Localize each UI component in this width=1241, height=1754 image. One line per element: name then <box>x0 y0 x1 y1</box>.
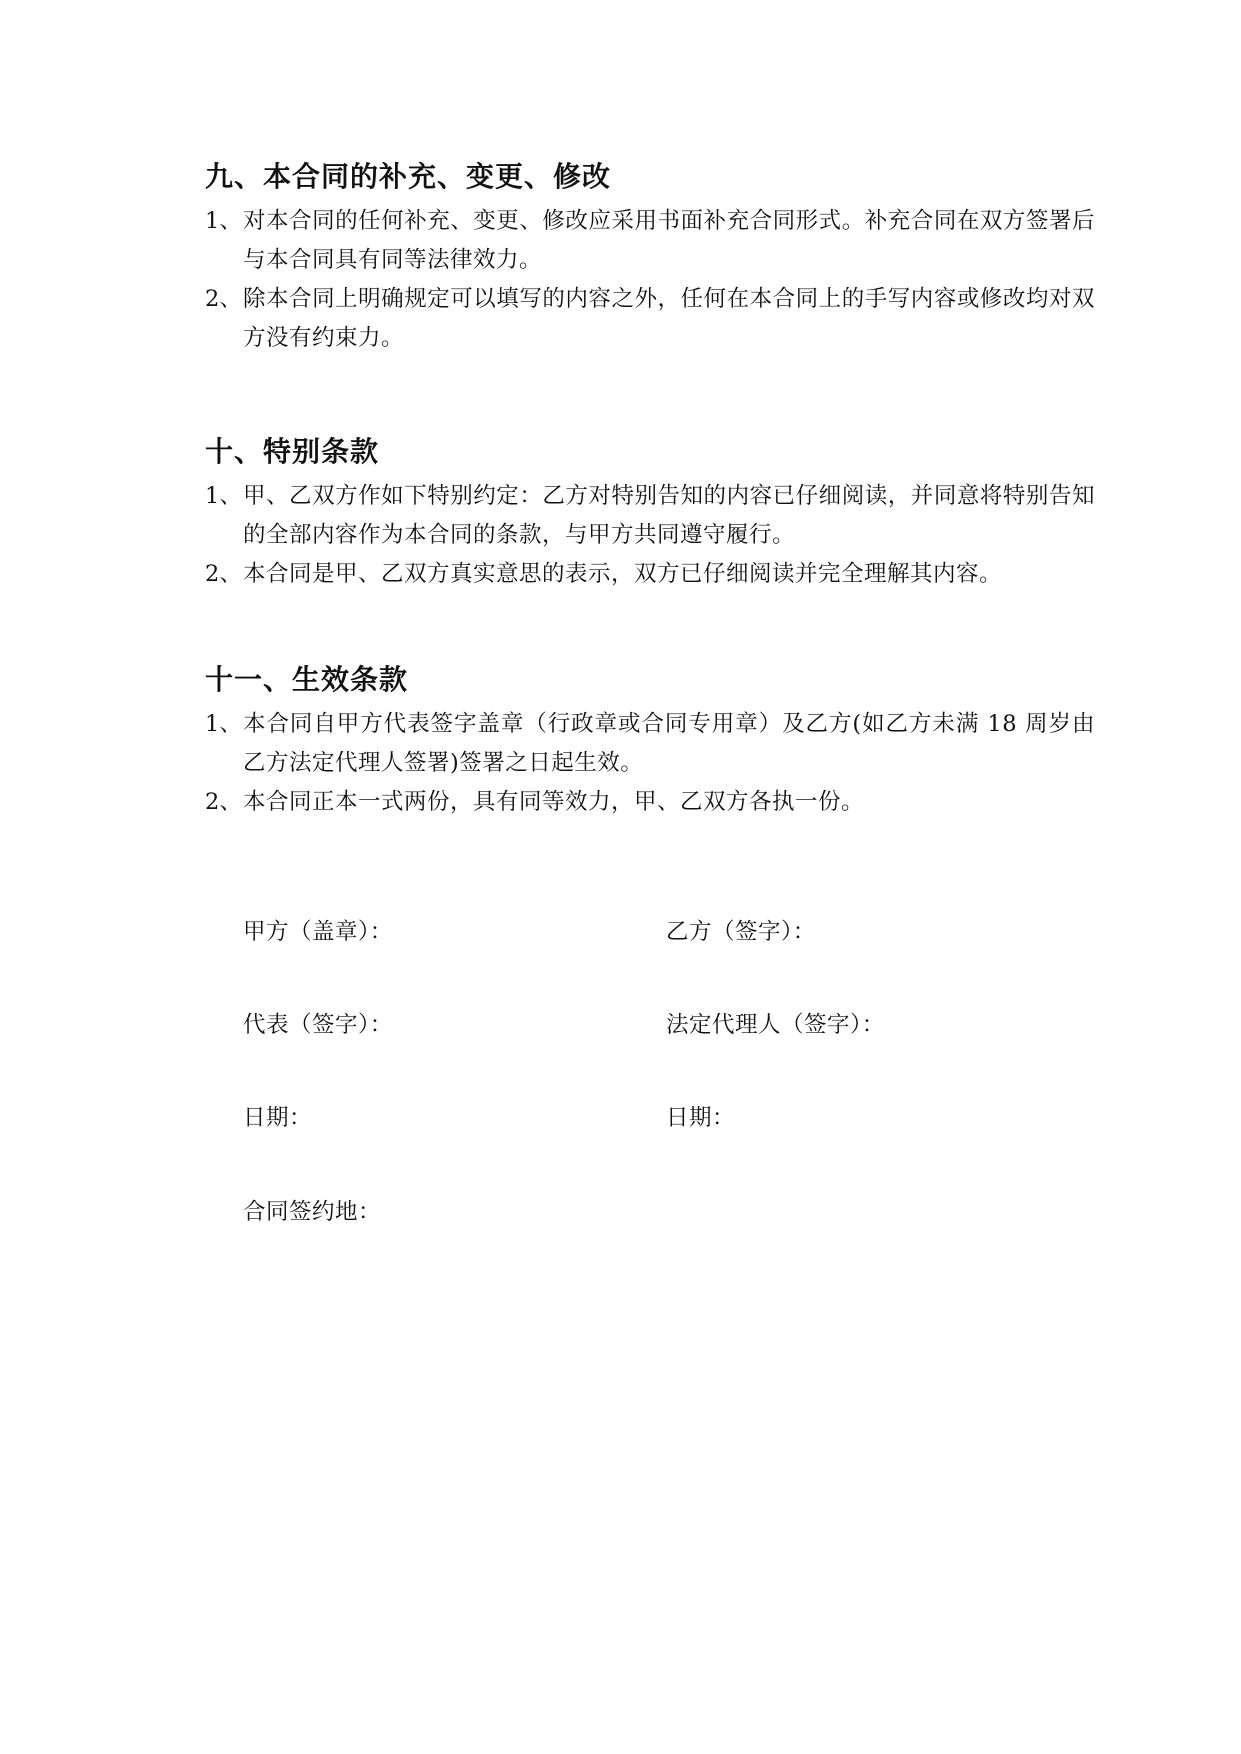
legal-agent-sign-label: 法定代理人（签字）： <box>666 1012 885 1038</box>
party-a-seal-label: 甲方（盖章）： <box>243 919 393 945</box>
party-a-date-label: 日期： <box>243 1105 313 1131</box>
section-heading: 十一、生效条款 <box>205 663 409 696</box>
clause-item <box>205 783 1095 822</box>
clause-text: 本合同正本一式两份，具有同等效力，甲、乙双方各执一份。 <box>243 789 865 815</box>
clause-text: 对本合同的任何补充、变更、修改应采用书面补充合同形式。补充合同在双方签署后与本合同具有同等法律效力。 <box>243 208 1095 273</box>
signing-place-label: 合同签约地： <box>243 1199 382 1225</box>
clause-item <box>205 477 1095 555</box>
section-special-terms <box>205 433 1095 594</box>
clause-item <box>205 280 1095 358</box>
section-supplement-amendment <box>205 158 1095 358</box>
clause-number: 2、 <box>205 561 242 587</box>
clause-text: 除本合同上明确规定可以填写的内容之外，任何在本合同上的手写内容或修改均对双方没有约束力。 <box>243 286 1095 351</box>
clause-number: 2、 <box>205 789 242 815</box>
party-b-date-label: 日期： <box>666 1105 736 1131</box>
section-effective-terms <box>205 661 1095 822</box>
section-heading: 九、本合同的补充、变更、修改 <box>205 160 612 193</box>
section-heading: 十、特别条款 <box>205 435 380 468</box>
clause-item <box>205 705 1095 783</box>
clause-number: 1、 <box>205 208 242 234</box>
clause-number: 2、 <box>205 286 242 312</box>
clause-text: 甲、乙双方作如下特别约定：乙方对特别告知的内容已仔细阅读，并同意将特别告知的全部内容作为本合同的条款，与甲方共同遵守履行。 <box>243 483 1095 548</box>
party-b-sign-label: 乙方（签字）： <box>666 919 816 945</box>
clause-item <box>205 202 1095 280</box>
clause-item <box>205 555 1095 594</box>
clause-number: 1、 <box>205 711 242 737</box>
clause-number: 1、 <box>205 483 242 509</box>
clause-text: 本合同自甲方代表签字盖章（行政章或合同专用章）及乙方(如乙方未满 18 周岁由乙方法定代理人签署)签署之日起生效。 <box>243 711 1095 776</box>
representative-sign-label: 代表（签字）： <box>243 1012 393 1038</box>
clause-text: 本合同是甲、乙双方真实意思的表示，双方已仔细阅读并完全理解其内容。 <box>243 561 1003 587</box>
